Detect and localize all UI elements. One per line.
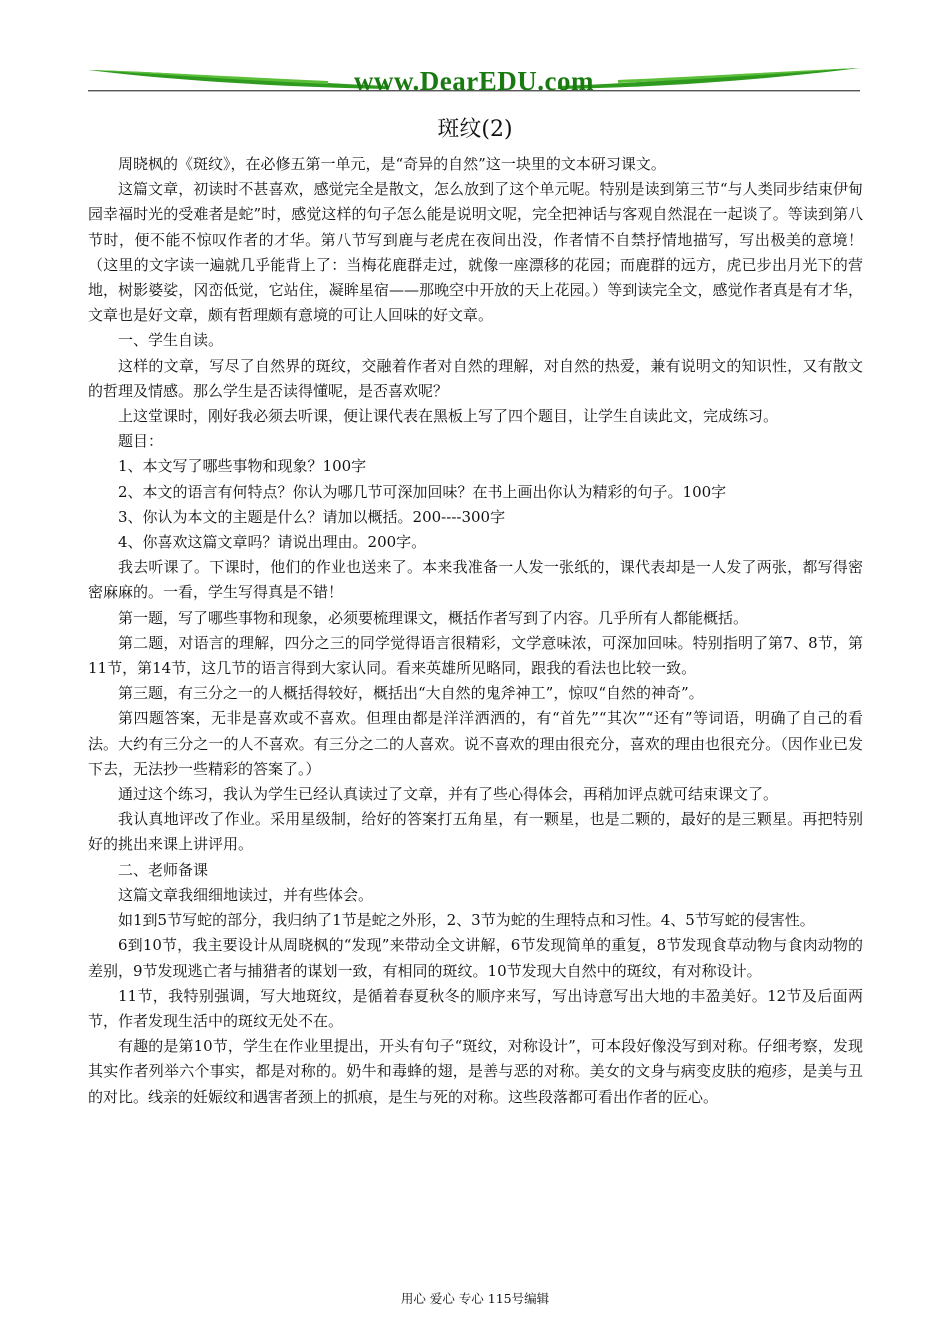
section-heading: 二、老师备课: [118, 860, 209, 879]
question-item: 4、你喜欢这篇文章吗？请说出理由。200字。: [118, 533, 427, 552]
article-body: [88, 152, 863, 1110]
paragraph: 我去听课了。下课时，他们的作业也送来了。本来我准备一人发一张纸的，课代表却是一人发了两张，都写得密密麻麻的。一看，学生写得真是不错！: [88, 558, 863, 602]
paragraph: 11节，我特别强调，写大地斑纹，是循着春夏秋冬的顺序来写，写出诗意写出大地的丰盈美好。12节及后面两节，作者发现生活中的斑纹无处不在。: [88, 986, 863, 1030]
paragraph: 6到10节，我主要设计从周晓枫的“发现”来带动全文讲解，6节发现简单的重复，8节发现食草动物与食肉动物的差别，9节发现逃亡者与捕猎者的谋划一致，有相同的斑纹。10节发现大自然中的斑纹，有对称设计。: [88, 936, 863, 980]
question-item: 1、本文写了哪些事物和现象？100字: [118, 457, 367, 476]
question-item: 2、本文的语言有何特点？你认为哪几节可深加回味？在书上画出你认为精彩的句子。100字: [118, 482, 727, 501]
paragraph: 如1到5节写蛇的部分，我归纳了1节是蛇之外形，2、3节为蛇的生理特点和习性。4、5节写蛇的侵害性。: [118, 911, 815, 930]
paragraph: 上这堂课时，刚好我必须去听课，便让课代表在黑板上写了四个题目，让学生自读此文，完成练习。: [118, 407, 779, 426]
question-item: 3、你认为本文的主题是什么？请加以概括。200----300字: [118, 507, 506, 526]
paragraph: 第三题，有三分之一的人概括得较好，概括出“大自然的鬼斧神工”，惊叹“自然的神奇”。: [118, 684, 704, 703]
paragraph: 题目：: [118, 432, 164, 451]
paragraph: 周晓枫的《斑纹》，在必修五第一单元，是“奇异的自然”这一块里的文本研习课文。: [118, 155, 666, 173]
paragraph: 第一题，写了哪些事物和现象，必须要梳理课文，概括作者写到了内容。几乎所有人都能概括。: [118, 608, 749, 627]
paragraph: 有趣的是第10节，学生在作业里提出，开头有句子“斑纹，对称设计”，可本段好像没写到对称。仔细考察，发现其实作者列举六个事实，都是对称的。奶牛和毒蜂的翅，是善与恶的对称。美女的文身与病变皮肤的疱疹，是美与丑的对比。线亲的妊娠纹和遇害者颈上的抓痕，是生与死的对称。这些段落都可看出作者的匠心。: [88, 1037, 863, 1106]
paragraph: 通过这个练习，我认为学生已经认真读过了文章，并有了些心得体会，再稍加评点就可结束课文了。: [118, 785, 779, 804]
paragraph: 这篇文章我细细地读过，并有些体会。: [118, 885, 374, 904]
page-footer: 用心 爱心 专心 115号编辑: [400, 1291, 550, 1306]
document-title: 斑纹(2): [437, 117, 513, 142]
paragraph: 我认真地评改了作业。采用星级制，给好的答案打五角星，有一颗星，也是二颗的，最好的是三颗星。再把特别好的挑出来课上讲评用。: [88, 810, 863, 854]
paragraph: 第四题答案，无非是喜欢或不喜欢。但理由都是洋洋洒洒的，有“首先”“其次”“还有”等词语，明确了自己的看法。大约有三分之一的人不喜欢。有三分之二的人喜欢。说不喜欢的理由很充分，喜欢的理由也很充分。（因作业已发下去，无法抄一些精彩的答案了。）: [88, 709, 863, 778]
paragraph: 这样的文章，写尽了自然界的斑纹，交融着作者对自然的理解，对自然的热爱，兼有说明文的知识性，又有散文的哲理及情感。那么学生是否读得懂呢，是否喜欢呢？: [88, 356, 863, 400]
paragraph: 这篇文章，初读时不甚喜欢，感觉完全是散文，怎么放到了这个单元呢。特别是读到第三节“与人类同步结束伊甸园幸福时光的受难者是蛇”时，感觉这样的句子怎么能是说明文呢，完全把神话与客观自然混在一起谈了。等读到第八节时，便不能不惊叹作者的才华。第八节写到鹿与老虎在夜间出没，作者情不自禁抒情地描写，写出极美的意境！（这里的文字读一遍就几乎能背上了：当梅花鹿群走过，就像一座漂移的花园；而鹿群的远方，虎已步出月光下的营地，树影婆娑，冈峦低觉，它站住，凝眸星宿——那晚空中开放的天上花园。）等到读完全文，感觉作者真是有才华，文章也是好文章，颇有哲理颇有意境的可让人回味的好文章。: [88, 180, 863, 325]
paragraph: 第二题，对语言的理解，四分之三的同学觉得语言很精彩，文学意味浓，可深加回味。特别指明了第7、8节，第11节，第14节，这几节的语言得到大家认同。看来英雄所见略同，跟我的看法也比较一致。: [88, 633, 863, 678]
site-logo-text: www.DearEDU.com: [354, 66, 594, 96]
site-header: [88, 62, 860, 98]
section-heading: 一、学生自读。: [118, 331, 224, 350]
